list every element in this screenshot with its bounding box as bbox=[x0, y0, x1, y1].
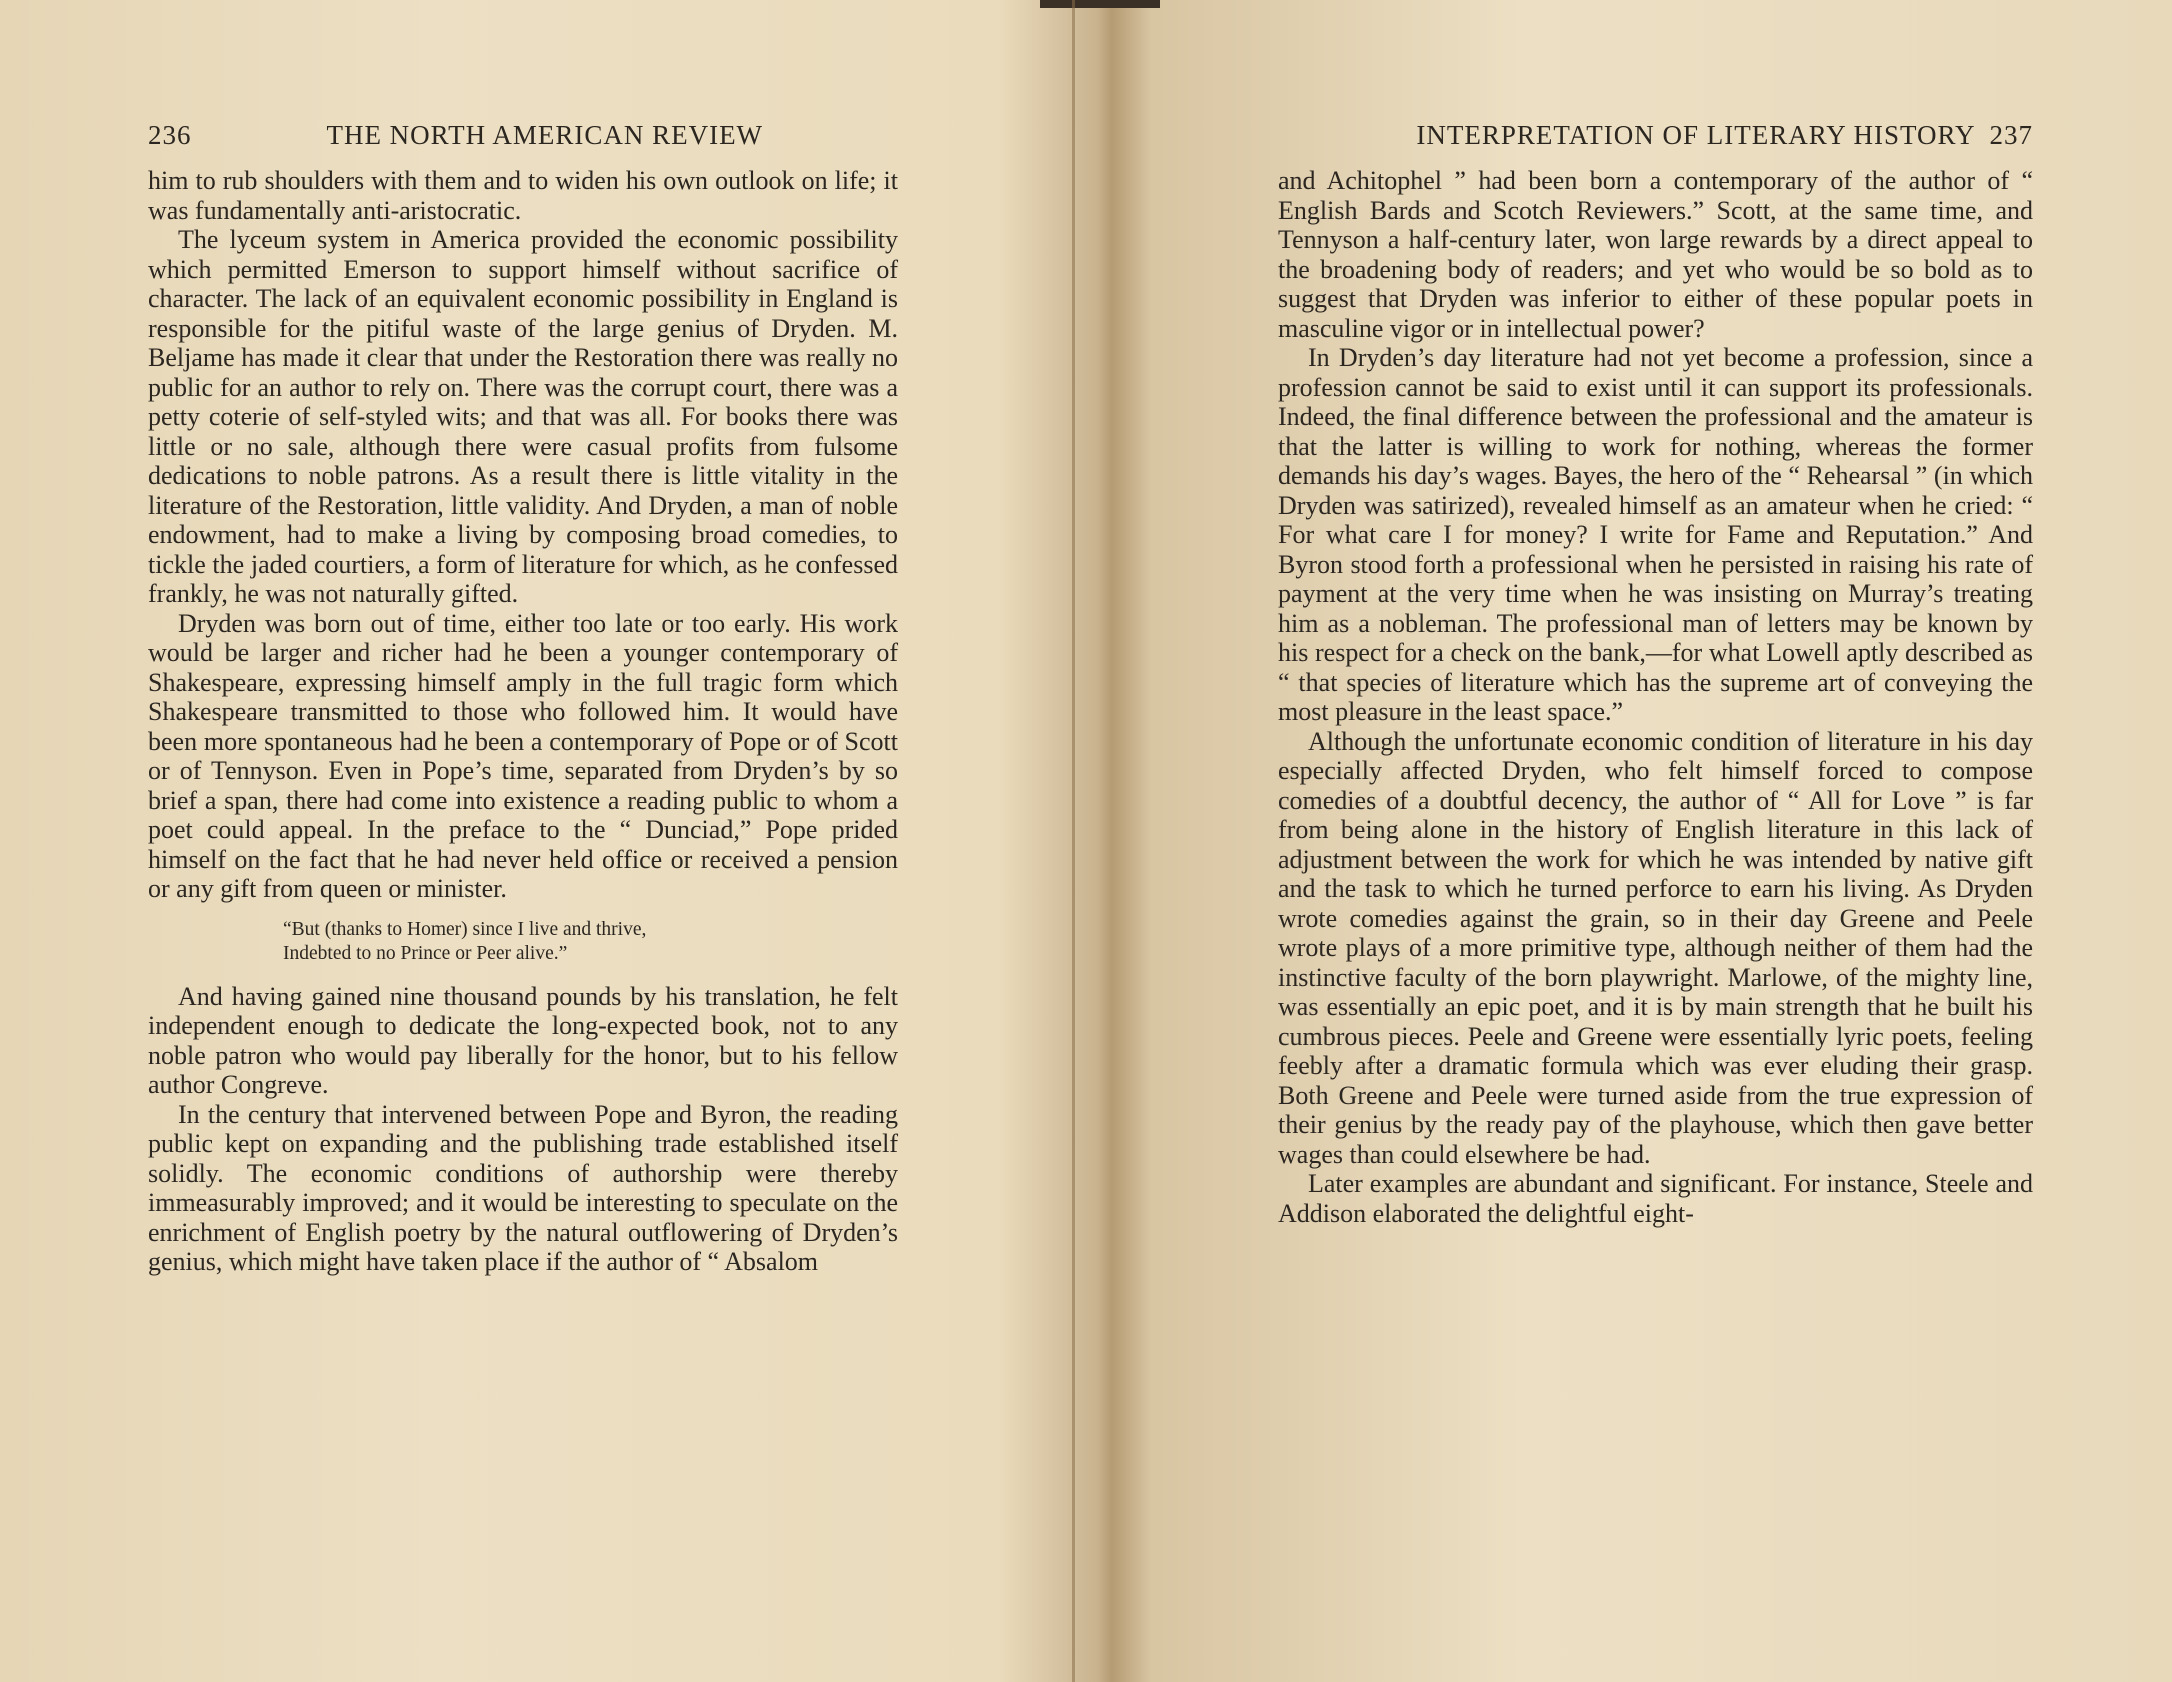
right-body bbox=[1278, 166, 2033, 1228]
left-running-title: THE NORTH AMERICAN REVIEW bbox=[326, 120, 764, 150]
verse-line: Indebted to no Prince or Peer alive.” bbox=[283, 942, 568, 964]
left-running-head bbox=[148, 120, 898, 152]
paragraph: The lyceum system in America provided the economic possibility which permitted Emerson to support himself without sacrifice of character. The lack of an equivalent economic possibility in England is responsible for the pitiful waste of the large genius of Dryden. M. Beljame has made it clear that under the Restoration there was really no public for an author to rely on. There was the corrupt court, there was a petty coterie of self-styled wits; and that was all. For books there was little or no sale, although there were casual profits from fulsome dedications to noble patrons. As a result there is little vitality in the literature of the Restoration, little validity. And Dryden, a man of noble endowment, had to make a living by composing broad comedies, to tickle the jaded courtiers, a form of literature for which, as he confessed frankly, he was not naturally gifted. bbox=[148, 225, 898, 608]
paragraph: And having gained nine thousand pounds by his translation, he felt independent enough to dedicate the long-expected book, not to any noble patron who would pay liberally for the honor, but to his fellow author Congreve. bbox=[148, 981, 898, 1099]
paragraph: Although the unfortunate economic condition of literature in his day especially affected Dryden, who felt himself forced to compose comedies of a doubtful decency, the author of “ All for Love ” is far from being alone in the history of English literature in this lack of adjustment between the work for which he was intended by native gift and the task to which he turned perforce to earn his living. As Dryden wrote comedies against the grain, so in their day Greene and Peele wrote plays of a more primitive type, although neither of them had the instinctive faculty of the born playwright. Marlowe, of the mighty line, was essentially an epic poet, and it is by main strength that he built his cumbrous pieces. Peele and Greene were essentially lyric poets, feeling feebly after a dramatic formula which was ever eluding their grasp. Both Greene and Peele were turned aside from the true expression of their genius by the ready pay of the playhouse, which then gave better wages than could elsewhere be had. bbox=[1278, 726, 2033, 1169]
verse-line: “But (thanks to Homer) since I live and thrive, bbox=[283, 918, 647, 940]
right-running-title: INTERPRETATION OF LITERARY HISTORY bbox=[1416, 120, 1976, 150]
paragraph: In Dryden’s day literature had not yet become a profession, since a profession cannot be said to exist until it can support its professionals. Indeed, the final difference between the professional and the amateur is that the latter is willing to work for nothing, whereas the former demands his day’s wages. Bayes, the hero of the “ Rehearsal ” (in which Dryden was satirized), revealed himself as an amateur when he cried: “ For what care I for money? I write for Fame and Reputation.” And Byron stood forth a professional when he persisted in raising his rate of payment at the very time when he was insisting on Murray’s treating him as a nobleman. The professional man of letters may be known by his respect for a check on the bank,—for what Lowell aptly described as “ that species of literature which has the supreme art of conveying the most pleasure in the least space.” bbox=[1278, 343, 2033, 726]
right-running-head bbox=[1278, 120, 2033, 152]
binding-edge bbox=[1040, 0, 1160, 8]
right-page-number: 237 bbox=[1989, 120, 2033, 150]
verse-quote bbox=[148, 918, 898, 966]
left-body bbox=[148, 166, 898, 1277]
left-page-number: 236 bbox=[148, 120, 192, 150]
paragraph: Dryden was born out of time, either too late or too early. His work would be larger and richer had he been a younger contemporary of Shakespeare, expressing himself amply in the full tragic form which Shakespeare transmitted to those who followed him. It would have been more spontaneous had he been a contemporary of Pope or of Scott or of Tennyson. Even in Pope’s time, separated from Dryden’s by so brief a span, there had come into existence a reading public to whom a poet could appeal. In the preface to the “ Dunciad,” Pope prided himself on the fact that he had never held office or received a pension or any gift from queen or minister. bbox=[148, 608, 898, 903]
paragraph: In the century that intervened between Pope and Byron, the reading public kept on expanding and the publishing trade established itself solidly. The economic conditions of authorship were thereby immeasurably improved; and it would be interesting to speculate on the enrichment of English poetry by the natural outflowering of Dryden’s genius, which might have taken place if the author of “ Absalom bbox=[148, 1099, 898, 1276]
paragraph: Later examples are abundant and significant. For instance, Steele and Addison elaborated the delightful eight- bbox=[1278, 1169, 2033, 1228]
right-page bbox=[1278, 120, 2033, 1228]
paragraph: him to rub shoulders with them and to widen his own outlook on life; it was fundamentally anti-aristocratic. bbox=[148, 166, 898, 225]
page-gutter bbox=[1072, 0, 1075, 1682]
left-page bbox=[148, 120, 898, 1277]
paragraph: and Achitophel ” had been born a contemporary of the author of “ English Bards and Scotch Reviewers.” Scott, at the same time, and Tennyson a half-century later, won large rewards by a direct appeal to the broadening body of readers; and yet who would be so bold as to suggest that Dryden was inferior to either of these popular poets in masculine vigor or in intellectual power? bbox=[1278, 166, 2033, 343]
